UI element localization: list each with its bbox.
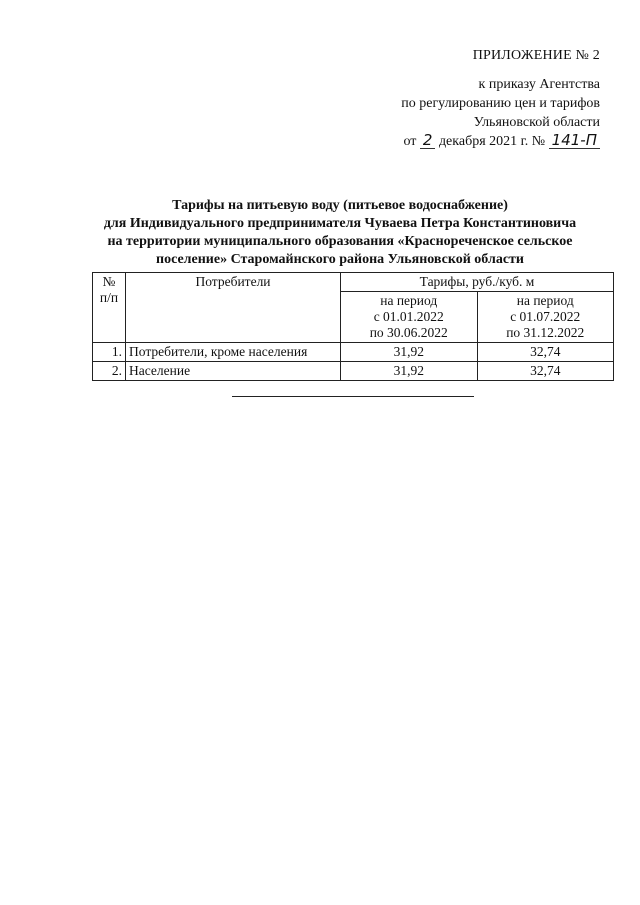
order-number: 141-П — [549, 133, 600, 149]
title-line-1: Тарифы на питьевую воду (питьевое водоснабжение) — [172, 198, 508, 213]
tariffs-table — [92, 272, 614, 381]
table-row — [93, 343, 614, 362]
period-1-line-1: на период — [380, 293, 438, 308]
header-consumers: Потребители — [126, 273, 341, 343]
appendix-heading: ПРИЛОЖЕНИЕ № 2 — [472, 48, 600, 63]
row-num: 1. — [93, 343, 126, 362]
table-row — [93, 362, 614, 381]
period-2-line-3: по 31.12.2022 — [506, 325, 585, 340]
document-title — [60, 197, 620, 269]
table-header-row — [93, 273, 614, 292]
row-tariff-period-1: 31,92 — [341, 362, 478, 381]
appendix-line-2: по регулированию цен и тарифов — [401, 96, 600, 111]
row-consumer: Население — [126, 362, 341, 381]
date-prefix: от — [403, 134, 417, 149]
date-day: 2 — [420, 133, 436, 149]
period-2-line-1: на период — [516, 293, 574, 308]
appendix-block — [300, 46, 600, 151]
row-tariff-period-1: 31,92 — [341, 343, 478, 362]
row-tariff-period-2: 32,74 — [477, 362, 614, 381]
header-period-2 — [477, 292, 614, 343]
row-tariff-period-2: 32,74 — [477, 343, 614, 362]
date-rest: декабря 2021 г. № — [438, 134, 546, 149]
closing-rule — [232, 396, 474, 397]
appendix-date-line — [300, 132, 600, 151]
header-tariffs: Тарифы, руб./куб. м — [341, 273, 614, 292]
appendix-line-3: Ульяновской области — [473, 115, 600, 130]
period-1-line-2: с 01.01.2022 — [373, 309, 444, 324]
title-line-3: на территории муниципального образования «Краснореченское сельское — [107, 234, 573, 249]
period-2-line-2: с 01.07.2022 — [510, 309, 581, 324]
header-num-line-2: п/п — [99, 290, 119, 305]
header-num — [93, 273, 126, 343]
period-1-line-3: по 30.06.2022 — [369, 325, 448, 340]
row-num: 2. — [93, 362, 126, 381]
header-num-line-1: № — [102, 274, 116, 289]
title-line-2: для Индивидуального предпринимателя Чуваева Петра Константиновича — [103, 216, 577, 231]
title-line-4: поселение» Старомайнского района Ульяновской области — [156, 252, 524, 267]
appendix-line-1: к приказу Агентства — [478, 77, 600, 92]
header-period-1 — [341, 292, 478, 343]
row-consumer: Потребители, кроме населения — [126, 343, 341, 362]
